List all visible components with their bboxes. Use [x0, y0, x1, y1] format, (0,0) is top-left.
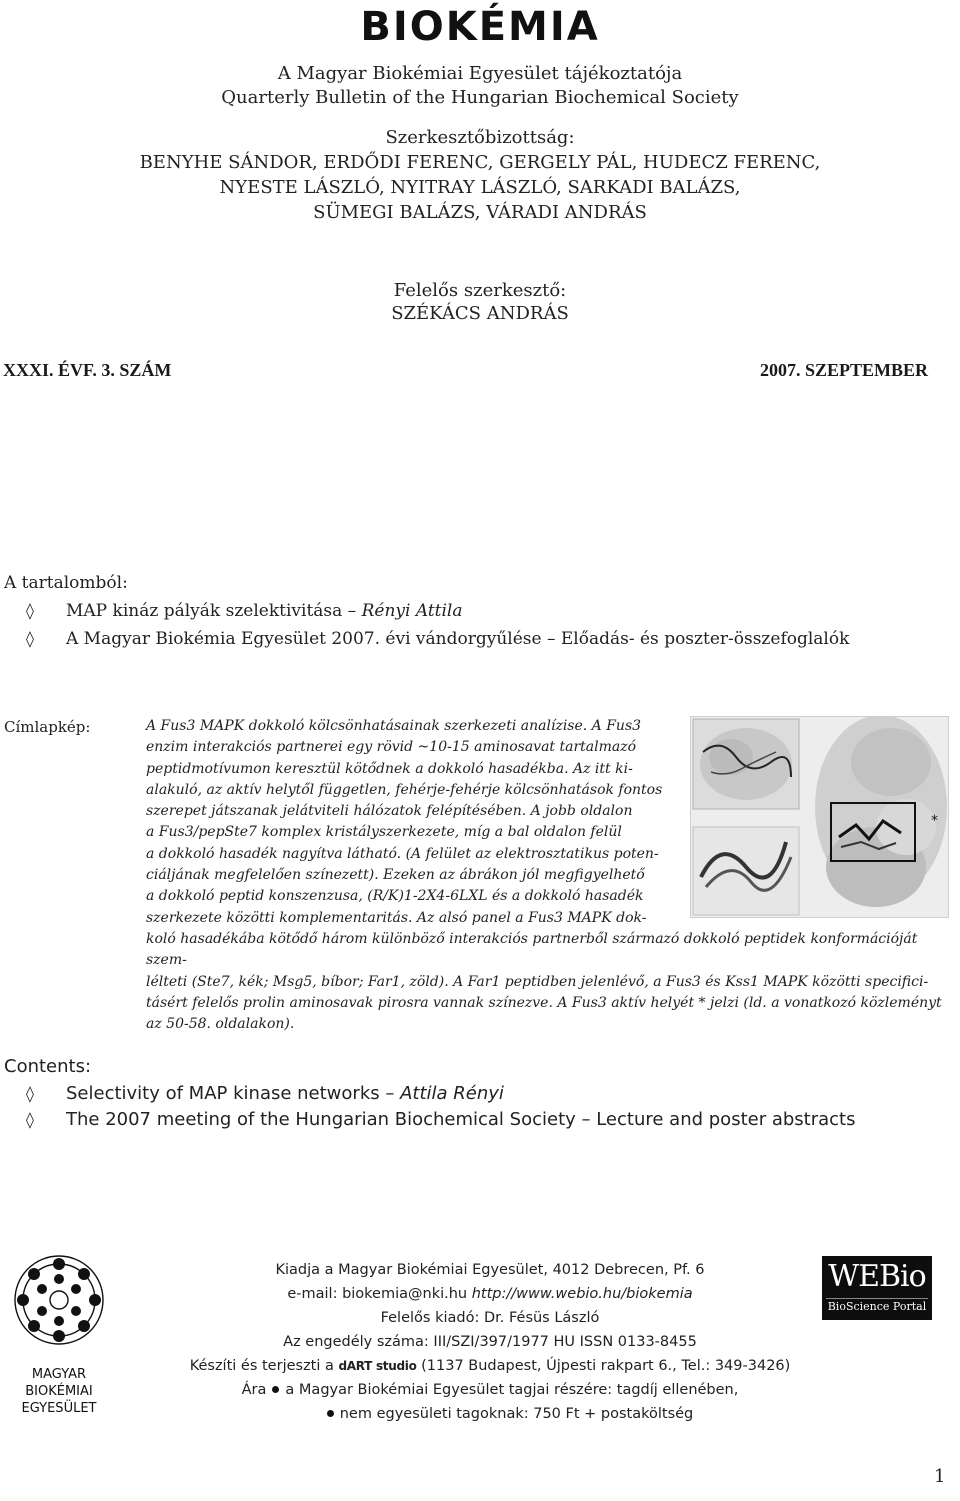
- contents-item-text: Selectivity of MAP kinase networks –: [66, 1083, 401, 1104]
- issue-volume: XXXI. ÉVF. 3. SZÁM: [3, 360, 172, 380]
- cover-image: [690, 716, 949, 918]
- imprint-license: Az engedély száma: III/SZI/397/1977 HU ISSN 0133-8455: [283, 1334, 697, 1350]
- contents-item: [26, 1083, 504, 1104]
- contents-title: Contents:: [4, 1056, 92, 1077]
- toc-item: [26, 601, 463, 621]
- dart-studio-brand: dART studio: [338, 1359, 417, 1373]
- bullet-icon: [327, 1410, 334, 1417]
- subtitle-english: Quarterly Bulletin of the Hungarian Biochemical Society: [221, 87, 739, 108]
- journal-title: BIOKÉMIA: [360, 4, 600, 50]
- diamond-bullet-icon: ◊: [26, 1110, 34, 1129]
- subtitle-hungarian: A Magyar Biokémiai Egyesület tájékoztatója: [277, 63, 683, 84]
- price-label: Ára: [241, 1382, 267, 1398]
- imprint-publisher: Kiadja a Magyar Biokémiai Egyesület, 4012 Debrecen, Pf. 6: [275, 1262, 705, 1278]
- protein-structure-image: [691, 717, 948, 917]
- toc-title: A tartalomból:: [4, 573, 128, 593]
- imprint: [140, 1258, 840, 1426]
- editorial-board-line: NYESTE LÁSZLÓ, NYITRAY LÁSZLÓ, SARKADI BALÁZS,: [219, 177, 741, 198]
- society-logo-text: [4, 1366, 114, 1417]
- imprint-email[interactable]: e-mail: biokemia@nki.hu: [287, 1286, 468, 1302]
- logo-line: MAGYAR: [31, 1367, 87, 1382]
- contents-item: [26, 1109, 855, 1130]
- toc-item-text: MAP kináz pályák szelektivitása –: [66, 601, 362, 621]
- diamond-bullet-icon: ◊: [26, 629, 34, 648]
- issue-date: 2007. SZEPTEMBER: [759, 360, 928, 380]
- contents-item-author: Attila Rényi: [400, 1083, 504, 1104]
- caption-line: enzim interakciós partnerei egy rövid ~10-15 aminosavat tartalmazó: [146, 739, 637, 756]
- editorial-board-line: BENYHE SÁNDOR, ERDŐDI FERENC, GERGELY PÁL, HUDECZ FERENC,: [139, 152, 821, 173]
- caption-line: lélteti (Ste7, kék; Msg5, bíbor; Far1, zöld). A Far1 peptidben jelenlévő, a Fus3 és Kss1 MAPK közötti specifici-: [146, 973, 929, 990]
- contents-item-text: The 2007 meeting of the Hungarian Biochemical Society – Lecture and poster abstracts: [66, 1109, 856, 1130]
- editorial-board-line: SÜMEGI BALÁZS, VÁRADI ANDRÁS: [313, 202, 647, 223]
- diamond-bullet-icon: ◊: [26, 601, 34, 620]
- imprint-price-nonmembers: [140, 1402, 840, 1426]
- diamond-bullet-icon: ◊: [26, 1084, 34, 1103]
- society-emblem-icon: [4, 1244, 114, 1356]
- imprint-url[interactable]: http://www.webio.hu/biokemia: [471, 1286, 693, 1302]
- webio-logo-subtitle: BioScience Portal: [827, 1300, 927, 1313]
- logo-line: BIOKÉMIAI: [25, 1384, 93, 1399]
- society-logo: [4, 1244, 114, 1440]
- caption-line: tásért felelős prolin aminosavak pirosra vannak színezve. A Fus3 aktív helyét * jelzi (ld. a vonatkozó közleményt: [146, 994, 942, 1011]
- toc-item: [26, 629, 849, 649]
- logo-line: EGYESÜLET: [21, 1401, 97, 1416]
- imprint-producer: [140, 1354, 840, 1378]
- webio-logo-title: WEBio: [828, 1259, 926, 1294]
- imprint-producer-suffix: (1137 Budapest, Újpesti rakpart 6., Tel.: 349-3426): [421, 1358, 791, 1374]
- editor-label: Felelős szerkesztő:: [393, 280, 567, 301]
- caption-line: szerkezete közötti komplementaritás. Az alsó panel a Fus3 MAPK dok-: [146, 909, 647, 926]
- imprint-price-members: [140, 1378, 840, 1402]
- active-site-asterisk: *: [931, 813, 938, 829]
- caption-line: A Fus3 MAPK dokkoló kölcsönhatásainak szerkezeti analízise. A Fus3: [146, 718, 642, 734]
- caption-line: koló hasadékába kötődő három különböző interakciós partnerből származó dokkoló peptidek konformációját szem-: [146, 931, 918, 969]
- imprint-producer-prefix: Készíti és terjeszti a: [189, 1358, 334, 1374]
- caption-line: a dokkoló peptid konszenzusa, (R/K)1-2X4-6LXL és a dokkoló hasadék: [146, 888, 644, 905]
- toc-item-text: A Magyar Biokémia Egyesület 2007. évi vándorgyűlése – Előadás- és poszter-összefoglalók: [66, 629, 850, 649]
- caption-line: peptidmotívumon keresztül kötődnek a dokkoló hasadékba. Az itt ki-: [146, 760, 633, 777]
- caption-line: a Fus3/pepSte7 komplex kristályszerkezete, míg a bal oldalon felül: [146, 824, 622, 841]
- editor-name: SZÉKÁCS ANDRÁS: [391, 303, 569, 324]
- toc-item-author: Rényi Attila: [361, 601, 463, 621]
- caption-line: szerepet játszanak jelátviteli hálózatok felépítésében. A jobb oldalon: [146, 803, 633, 820]
- price-members-text: a Magyar Biokémiai Egyesület tagjai részére: tagdíj ellenében,: [285, 1382, 739, 1398]
- page-number: 1: [934, 1466, 946, 1487]
- webio-logo: [822, 1256, 932, 1320]
- cover-caption-wide: [146, 929, 956, 1035]
- editorial-board-label: Szerkesztőbizottság:: [385, 127, 575, 148]
- cover-caption-narrow: [146, 716, 686, 929]
- imprint-responsible: Felelős kiadó: Dr. Fésüs László: [380, 1310, 600, 1326]
- caption-line: ciáljának megfelelően színezett). Ezeken az ábrákon jól megfigyelhető: [146, 867, 645, 884]
- editorial-board: [0, 126, 960, 226]
- caption-line: a dokkoló hasadék nagyítva látható. (A felület az elektrosztatikus poten-: [146, 845, 659, 862]
- cover-label: Címlapkép:: [4, 718, 91, 736]
- bullet-icon: [272, 1386, 279, 1393]
- imprint-contact: [140, 1282, 840, 1306]
- caption-line: az 50-58. oldalakon).: [146, 1016, 295, 1033]
- price-nonmembers-text: nem egyesületi tagoknak: 750 Ft + postaköltség: [339, 1406, 694, 1422]
- caption-line: alakuló, az aktív helytől független, fehérje-fehérje kölcsönhatások fontos: [146, 781, 663, 798]
